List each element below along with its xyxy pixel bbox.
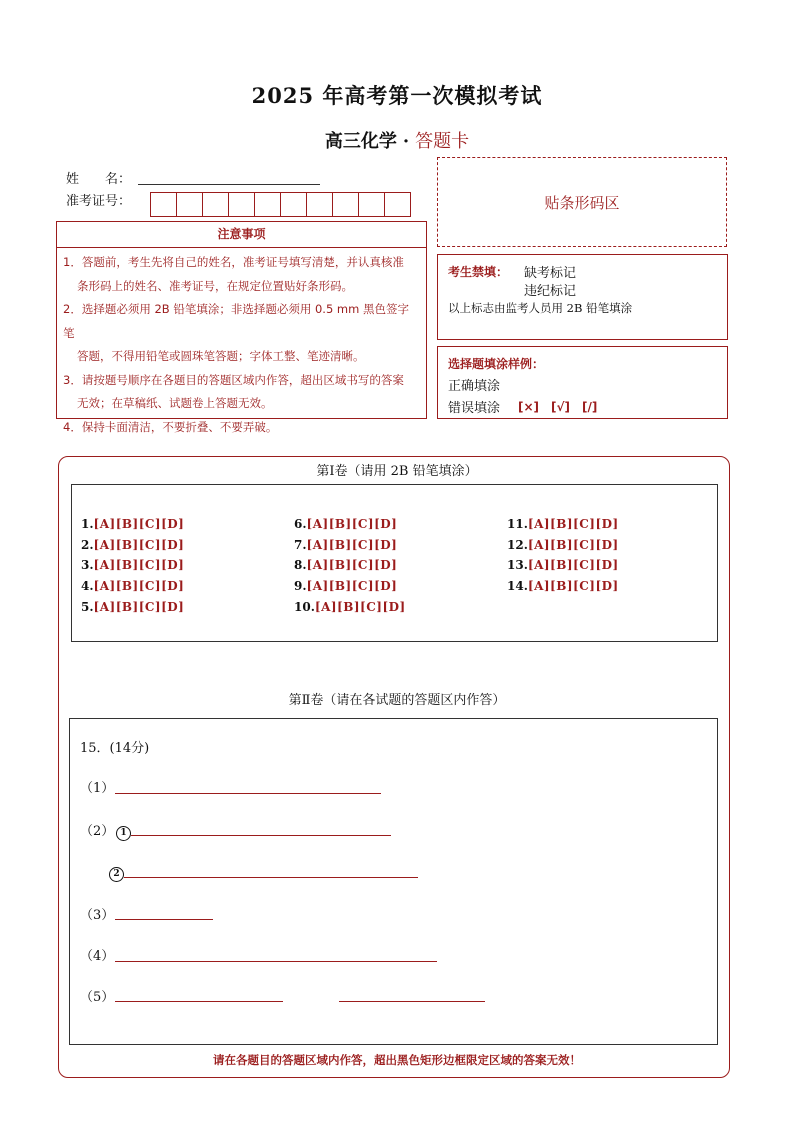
barcode-label: 贴条形码区 — [544, 193, 620, 212]
mc-question[interactable]: 6.[A][B][C][D] — [294, 517, 398, 531]
correct-fill-label: 正确填涂 — [448, 379, 501, 394]
circled-1: 1 — [116, 820, 131, 841]
id-digit-box[interactable] — [384, 192, 411, 217]
answer-line[interactable] — [131, 834, 391, 836]
wrong-fill-marks: [×] [√] [/] — [518, 400, 598, 414]
subject-label: 高三化学 — [324, 131, 397, 152]
question-15-label: 15．(14分) — [80, 741, 150, 756]
subtitle-dot: · — [402, 131, 410, 152]
part2-title: 第Ⅱ卷（请在各试题的答题区内作答） — [288, 693, 506, 708]
sub-question-label: （1） — [80, 781, 115, 796]
mc-question[interactable]: 5.[A][B][C][D] — [81, 600, 185, 614]
answer-line[interactable] — [339, 1000, 485, 1002]
sub-question-label: （4） — [80, 949, 115, 964]
wrong-fill-label: 错误填涂 — [448, 401, 501, 416]
notice-line: 无效；在草稿纸、试题卷上答题无效。 — [77, 396, 273, 410]
answer-line[interactable] — [124, 876, 418, 878]
mc-question[interactable]: 11.[A][B][C][D] — [507, 517, 619, 531]
notice-line: 条形码上的姓名、准考证号，在规定位置贴好条形码。 — [77, 278, 353, 293]
notice-line: 3．请按题号顺序在各题目的答题区域内作答，超出区域书写的答案 — [63, 372, 404, 387]
fill-sample-box — [437, 346, 728, 419]
notice-item — [63, 369, 420, 416]
answer-line[interactable] — [115, 1000, 283, 1002]
violation-mark[interactable]: 违纪标记 — [524, 284, 577, 299]
mc-question[interactable]: 7.[A][B][C][D] — [294, 538, 398, 552]
sub-question-label: （3） — [80, 908, 115, 923]
page-subtitle — [0, 127, 794, 153]
sub-question-label: （2） — [80, 824, 115, 839]
banned-note: 以上标志由监考人员用 2B 铅笔填涂 — [448, 301, 633, 315]
mc-question[interactable]: 12.[A][B][C][D] — [507, 538, 619, 552]
name-label: 姓 名： — [66, 172, 132, 187]
examiner-marks-box — [437, 254, 728, 340]
mc-question[interactable]: 8.[A][B][C][D] — [294, 558, 398, 572]
answer-line[interactable] — [115, 918, 213, 920]
answer-line[interactable] — [115, 960, 437, 962]
id-digit-box[interactable] — [358, 192, 385, 217]
sample-label: 选择题填涂样例： — [448, 357, 545, 371]
notice-item — [63, 416, 420, 440]
page-title: 2025 年高考第一次模拟考试 — [251, 83, 543, 108]
id-label: 准考证号： — [66, 194, 132, 209]
name-field[interactable] — [138, 183, 320, 185]
notice-item — [63, 298, 420, 369]
mc-question[interactable]: 1.[A][B][C][D] — [81, 517, 185, 531]
mc-question[interactable]: 3.[A][B][C][D] — [81, 558, 185, 572]
id-digit-box[interactable] — [176, 192, 203, 217]
notice-box — [56, 221, 427, 434]
absent-mark[interactable]: 缺考标记 — [524, 266, 577, 281]
id-digit-box[interactable] — [280, 192, 307, 217]
part1-title: 第Ⅰ卷（请用 2B 铅笔填涂） — [316, 464, 478, 479]
footer-warning: 请在各题目的答题区域内作答，超出黑色矩形边框限定区域的答案无效！ — [213, 1053, 581, 1067]
id-digit-box[interactable] — [332, 192, 359, 217]
mc-question[interactable]: 14.[A][B][C][D] — [507, 579, 619, 593]
mc-question[interactable]: 4.[A][B][C][D] — [81, 579, 185, 593]
notice-line: 4．保持卡面清洁，不要折叠、不要弄破。 — [63, 419, 278, 434]
id-digit-box[interactable] — [228, 192, 255, 217]
notice-line: 答题，不得用铅笔或圆珠笔答题；字体工整、笔迹清晰。 — [77, 349, 365, 363]
circled-2: 2 — [109, 861, 124, 882]
banned-label: 考生禁填： — [448, 265, 509, 279]
notice-heading: 注意事项 — [57, 222, 426, 248]
id-digit-box[interactable] — [254, 192, 281, 217]
id-digit-box[interactable] — [202, 192, 229, 217]
id-digit-box[interactable] — [150, 192, 177, 217]
card-type-label: 答题卡 — [415, 131, 470, 152]
notice-line: 2．选择题必须用 2B 铅笔填涂；非选择题必须用 0.5 mm 黑色签字笔 — [63, 302, 409, 340]
sub-question-label: （5） — [80, 990, 115, 1005]
answer-line[interactable] — [115, 792, 381, 794]
written-answer-box — [69, 718, 718, 1045]
id-number-boxes[interactable] — [151, 192, 411, 217]
barcode-area — [437, 157, 727, 247]
notice-list — [57, 248, 426, 439]
notice-item — [63, 251, 420, 298]
id-digit-box[interactable] — [306, 192, 333, 217]
mc-question[interactable]: 10.[A][B][C][D] — [294, 600, 406, 614]
mc-question[interactable]: 9.[A][B][C][D] — [294, 579, 398, 593]
mc-question[interactable]: 2.[A][B][C][D] — [81, 538, 185, 552]
mc-question[interactable]: 13.[A][B][C][D] — [507, 558, 619, 572]
notice-line: 1．答题前，考生先将自己的姓名，准考证号填写清楚，并认真核准 — [63, 255, 404, 269]
